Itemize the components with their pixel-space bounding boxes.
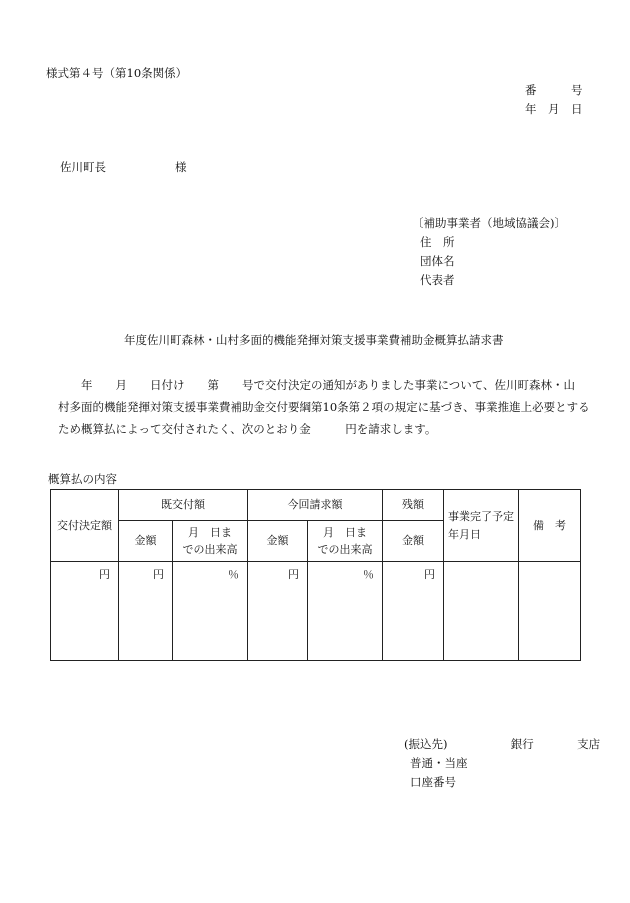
applicant-label: 〔補助事業者（地域協議会)〕 (412, 216, 566, 230)
already-progress-cell: ％ (173, 562, 248, 661)
current-request-header: 今回請求額 (248, 490, 383, 521)
account-number-label: 口座番号 (410, 775, 456, 789)
decision-amount-cell: 円 (51, 562, 119, 661)
remaining-amount-subheader: 金額 (383, 521, 444, 562)
branch-label: 支店 (577, 737, 601, 751)
representative-label: 代表者 (420, 273, 455, 287)
decision-amount-header: 交付決定額 (51, 490, 119, 562)
form-number: 様式第４号（第10条関係） (46, 66, 188, 80)
current-amount-subheader: 金額 (248, 521, 308, 562)
request-body-line-3: ため概算払によって交付されたく、次のとおり金 円を請求します。 (58, 422, 437, 436)
current-progress-subheader-line-1: 月 日ま (323, 525, 367, 539)
address-label: 住 所 (420, 235, 455, 249)
request-body-line-2: 村多面的機能発揮対策支援事業費補助金交付要綱第10条第２項の規定に基づき、事業推進上必要とする (58, 400, 590, 414)
remarks-cell (519, 562, 581, 661)
remarks-header: 備 考 (519, 490, 581, 562)
current-amount-cell: 円 (248, 562, 308, 661)
current-progress-subheader-line-2: での出来高 (317, 543, 373, 556)
completion-date-cell (444, 562, 519, 661)
reference-number-label: 番 号 (525, 83, 583, 97)
already-progress-subheader-line-1: 月 日ま (188, 525, 232, 539)
already-amount-cell: 円 (119, 562, 173, 661)
advance-payment-table (50, 489, 581, 661)
bank-label: 銀行 (510, 737, 534, 751)
remaining-header: 残額 (383, 490, 444, 521)
account-type-label: 普通・当座 (410, 756, 468, 770)
completion-date-header (444, 490, 519, 562)
completion-date-header-line-2: 年月日 (448, 527, 481, 541)
bank-transfer-row (404, 737, 600, 752)
already-amount-subheader: 金額 (119, 521, 173, 562)
table-header-row (51, 490, 581, 521)
current-progress-cell: ％ (308, 562, 383, 661)
request-body (58, 374, 588, 440)
transfer-label: (振込先) (404, 737, 448, 751)
current-progress-subheader (308, 521, 383, 562)
document-title: 年度佐川町森林・山村多面的機能発揮対策支援事業費補助金概算払請求書 (124, 333, 504, 347)
request-body-line-1: 年 月 日付け 第 号で交付決定の通知がありました事業について、佐川町森林・山 (58, 378, 576, 392)
organization-label: 団体名 (420, 254, 455, 268)
table-row (51, 562, 581, 661)
already-paid-header: 既交付額 (119, 490, 248, 521)
date-label: 年 月 日 (525, 102, 583, 116)
completion-date-header-line-1: 事業完了予定 (448, 510, 514, 524)
addressee: 佐川町長 様 (60, 160, 187, 174)
remaining-amount-cell: 円 (383, 562, 444, 661)
already-progress-subheader (173, 521, 248, 562)
table-caption: 概算払の内容 (48, 472, 117, 486)
already-progress-subheader-line-2: での出来高 (182, 543, 238, 556)
